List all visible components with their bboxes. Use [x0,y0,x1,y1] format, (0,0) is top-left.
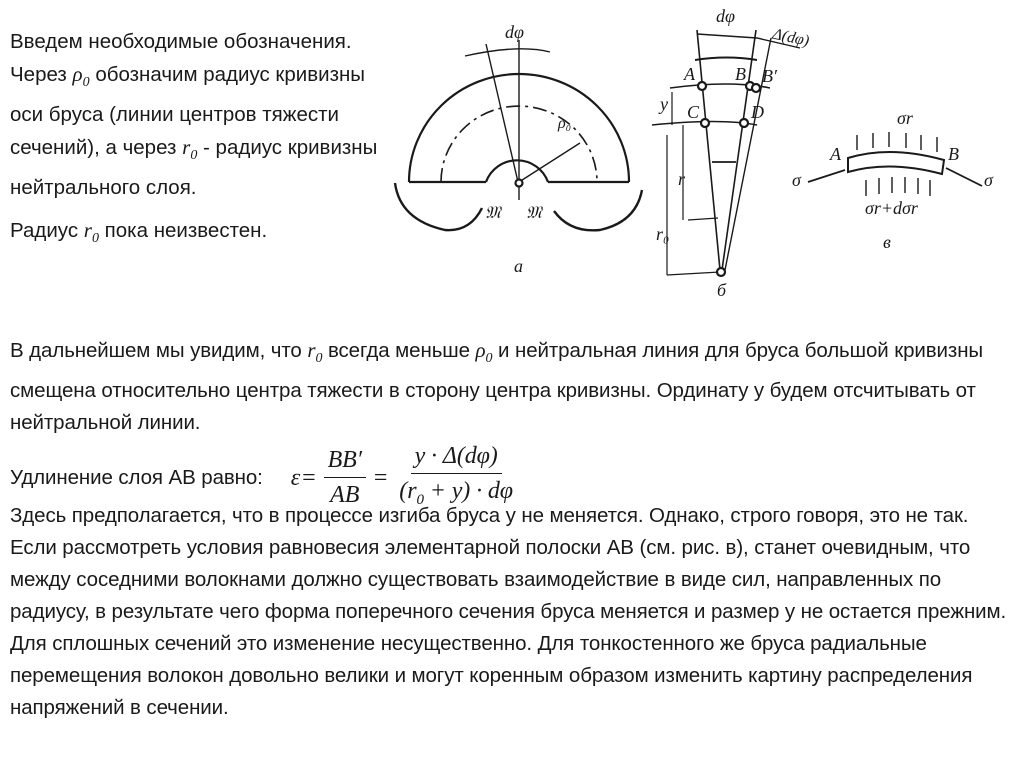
paragraph-radial-forces: Здесь предполагается, что в процессе изгиба бруса y не меняется. Однако, строго говоря, это не так. Если рассмотреть условия равновесия элементарной полоски АВ (см. рис. в), станет очевидным, что между соседними волокнами должно существовать взаимодействие в виде сил, направленных по радиусу, в результате чего форма поперечного сечения бруса меняется и размер y не остается прежним. Для сплошных сечений это изменение несущественно. Для тонкостенного же бруса радиальные перемещения волокон довольно велики и могут коренным образом изменить картину распределения напряжений в сечении. [10,504,1007,719]
svg-text:B: B [735,64,746,84]
svg-text:B′: B′ [762,66,777,86]
intro-text [10,26,380,256]
svg-text:dφ: dφ [716,6,735,26]
rho0-symbol: $\rho_0$ [72,62,90,91]
fraction-delta: $\frac{y \cdot \Delta(d\varphi)}{(r_0 + y) \cdot d\varphi}$ [395,440,517,516]
epsilon: ε [290,464,301,491]
svg-text:dφ: dφ [505,22,524,42]
p2-text-a: В дальнейшем мы увидим, что [10,339,302,362]
svg-text:σr+dσr: σr+dσr [865,198,918,218]
r0-symbol: $r_0$ [307,338,323,367]
intro-line1: Введем необходимые обозначения. Через [10,30,352,86]
svg-text:y: y [660,94,668,114]
svg-text:𝔐: 𝔐 [526,203,542,222]
svg-text:б: б [717,280,727,300]
elongation-label: Удлинение слоя АВ равно: [10,465,263,489]
svg-text:𝔐: 𝔐 [485,203,501,222]
intro-paragraph [10,26,380,204]
svg-text:D: D [751,102,764,122]
radius-suffix: пока неизвестен. [104,219,268,243]
svg-text:r₀: r₀ [656,224,670,244]
svg-text:B: B [948,144,959,164]
radius-prefix: Радиус [10,219,79,243]
intro-line2: обозначим радиус кривизны оси бруса (линии центров тяжести сечений), а через [10,63,366,160]
svg-text:A: A [830,144,841,164]
svg-text:r: r [678,169,686,189]
svg-text:а: а [514,256,523,276]
svg-text:Δ(dφ): Δ(dφ) [771,25,811,50]
p2-text-c: и нейтральная линия для бруса большой кривизны смещена относительно центра тяжести в сторону центра кривизны. Ординату y будем отсчитывать от нейтральной линии. [10,339,984,435]
svg-text:σ: σ [984,170,993,190]
svg-text:в: в [883,232,891,252]
svg-text:σr: σr [897,108,913,128]
svg-text:A: A [684,64,695,84]
equals: = [373,464,388,491]
r0-symbol: $r_0$ [182,135,198,164]
p2-text-b: всегда меньше [327,339,470,362]
figure-diagrams [380,0,1024,300]
fraction-bb-ab: $\frac{BB'}{AB}$ [324,444,366,511]
paragraph-neutral-line [10,334,1020,439]
r0-symbol: $r_0$ [83,218,99,247]
equals: = [302,464,316,491]
svg-text:ρ₀: ρ₀ [558,115,572,132]
intro-line3: - радиус кривизны нейтрального слоя. [10,136,378,200]
rho0-symbol: $\rho_0$ [475,338,493,367]
radius-unknown [10,214,380,255]
svg-text:C: C [687,102,700,122]
svg-text:σ: σ [792,170,801,190]
